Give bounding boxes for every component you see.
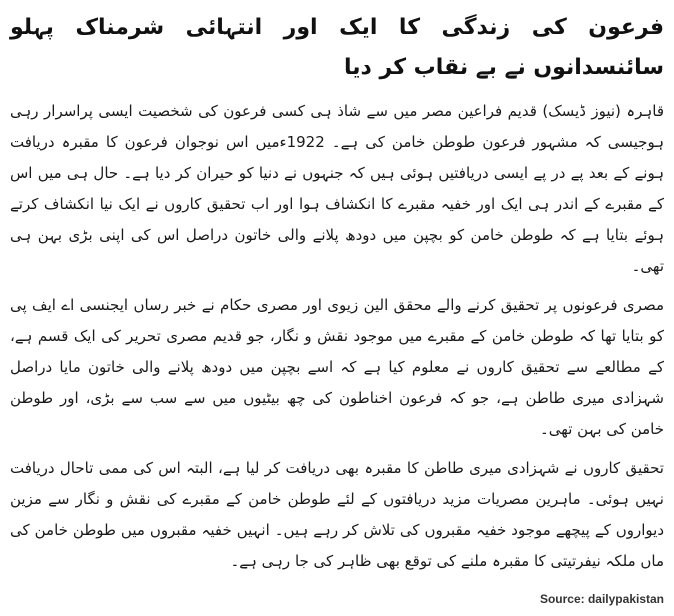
paragraph-3: تحقیق کاروں نے شہزادی میری طاطن کا مقبرہ بھی دریافت کر لیا ہے، البتہ اس کی ممی تاحال دریافت نہیں ہوئی۔ ماہرین مصریات مزید دریافتوں کے لئے طوطن خامن کے مقبرے کی نقش و نگار سے مزین دیواروں کے پیچھے موجود خفیہ مقبروں کی تلاش کر رہے ہیں۔ انہیں خفیہ مقبروں میں طوطن خامن کی ماں ملکہ نیفرتیتی کا مقبرہ ملنے کی توقع بھی ظاہر کی جا رہی ہے۔ [10, 459, 664, 570]
paragraph-1: قاہرہ (نیوز ڈیسک) قدیم فراعین مصر میں سے شاذ ہی کسی فرعون کی شخصیت ایسی پراسرار رہی ہوجیسی کہ مشہور فرعون طوطن خامن کی ہے۔ 1922ءمیں اس نوجوان فرعون کا مقبرہ دریافت ہونے کے بعد پے در پے ایسی دریافتیں ہوئی ہیں کہ جنہوں نے دنیا کو حیران کر دیا ہے۔ حال ہی میں اس کے مقبرے کے اندر ہی ایک اور خفیہ مقبرے کا انکشاف ہوا اور اب تحقیق کاروں نے ایک نیا انکشاف کرتے ہوئے بتایا ہے کہ طوطن خامن کو بچپن میں دودھ پلانے والی خاتون دراصل اس کی اپنی بڑی بہن ہی تھی۔ [10, 102, 664, 275]
headline: فرعون کی زندگی کا ایک اور انتہائی شرمناک پہلو سائنسدانوں نے بے نقاب کر دیا [10, 15, 664, 80]
paragraph-2: مصری فرعونوں پر تحقیق کرنے والے محقق الین زیوی اور مصری حکام نے خبر رساں ایجنسی اے ایف پی کو بتایا تھا کہ طوطن خامن کے مقبرے میں موجود نقش و نگار، جو قدیم مصری تحریر کی ایک قسم ہے، کے مطالعے سے تحقیق کاروں نے معلوم کیا ہے کہ اسے بچپن میں دودھ پلانے والی خاتون مایا دراصل شہزادی میری طاطن ہے، جو کہ فرعون اخناطون کی چھ بیٹیوں میں سے سب سے بڑی، اور طوطن خامن کی بہن تھی۔ [10, 296, 664, 438]
source-credit: Source: dailypakistan [539, 592, 664, 606]
article [10, 8, 664, 608]
